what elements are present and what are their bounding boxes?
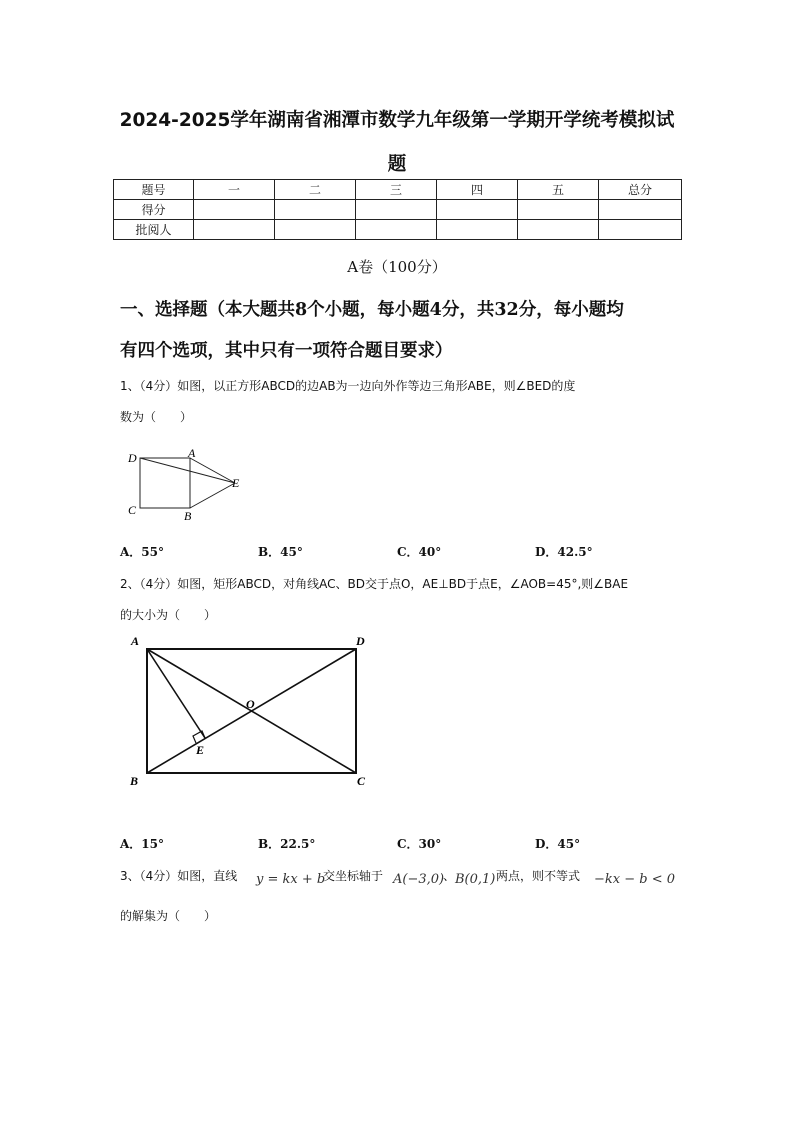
q3-text-mid: 交坐标轴于 [323, 869, 384, 883]
header-cell: 题号 [114, 180, 194, 200]
q1-segment-de [140, 458, 235, 483]
q1-option-d[interactable]: D．42.5° [535, 545, 593, 559]
q1-label-a: A [188, 446, 196, 460]
q1-segment-be [190, 483, 235, 508]
q3-point-b: B(0,1) [455, 872, 496, 887]
q3-inequality: −kx − b < 0 [594, 872, 676, 887]
q2-figure [120, 630, 380, 800]
q2-text-line2: 的大小为（ ） [120, 608, 217, 622]
q2-option-c[interactable]: C．30° [397, 837, 442, 851]
q2-label-b: B [130, 774, 139, 788]
reviewer-cell [356, 220, 437, 240]
q1-square [140, 458, 190, 508]
reviewer-cell [437, 220, 518, 240]
q3-text-line2: 的解集为（ ） [120, 909, 217, 923]
q3-point-a: A(−3,0) [393, 872, 445, 887]
reviewer-cell [275, 220, 356, 240]
page-title-line1: 2024-2025学年湖南省湘潭市数学九年级第一学期开学统考模拟试 [119, 110, 675, 131]
score-cell [275, 200, 356, 220]
q3-text-prefix: 3、（4分）如图，直线 [120, 869, 238, 883]
q1-label-d: D [128, 451, 137, 465]
q1-label-c: C [128, 503, 137, 517]
q1-text-line2: 数为（ ） [120, 410, 193, 424]
section-heading-line2: 有四个选项，其中只有一项符合题目要求） [120, 341, 453, 361]
page-title-line2: 题 [387, 154, 407, 175]
reviewer-cell [194, 220, 275, 240]
header-cell: 三 [356, 180, 437, 200]
q2-label-a: A [131, 634, 140, 648]
row-label: 批阅人 [114, 220, 194, 240]
q2-label-o: O [246, 697, 255, 711]
q3-text-mid2: 两点，则不等式 [496, 869, 581, 883]
paper-section-title: A卷（100分） [347, 258, 447, 276]
reviewer-cell [599, 220, 682, 240]
q2-segment-ae [147, 649, 205, 738]
score-cell [194, 200, 275, 220]
q3-text-sep: 、 [443, 869, 456, 883]
header-cell: 二 [275, 180, 356, 200]
score-cell [356, 200, 437, 220]
q1-option-c[interactable]: C．40° [397, 545, 442, 559]
q1-figure [120, 440, 260, 530]
score-row [114, 200, 682, 220]
q1-label-e: E [232, 476, 240, 490]
q3-equation: y = kx + b [256, 872, 326, 887]
q1-text-line1: 1、（4分）如图，以正方形ABCD的边AB为一边向外作等边三角形ABE，则∠BED的度 [120, 379, 576, 393]
header-cell: 五 [518, 180, 599, 200]
q2-label-d: D [356, 634, 365, 648]
score-table-header-row [114, 180, 682, 200]
reviewer-cell [518, 220, 599, 240]
q1-option-a[interactable]: A．55° [120, 545, 165, 559]
section-heading-line1: 一、选择题（本大题共8个小题，每小题4分，共32分，每小题均 [120, 300, 624, 320]
q2-text-line1: 2、（4分）如图，矩形ABCD，对角线AC、BD交于点O，AE⊥BD于点E，∠AOB=45°,则∠BAE [120, 577, 629, 591]
q2-right-angle-mark [193, 731, 205, 743]
score-cell [518, 200, 599, 220]
q1-option-b[interactable]: B．45° [258, 545, 303, 559]
reviewer-row [114, 220, 682, 240]
q2-option-b[interactable]: B．22.5° [258, 837, 316, 851]
header-cell: 四 [437, 180, 518, 200]
row-label: 得分 [114, 200, 194, 220]
score-cell [437, 200, 518, 220]
q2-label-c: C [357, 774, 366, 788]
q2-option-d[interactable]: D．45° [535, 837, 581, 851]
q1-label-b: B [184, 509, 192, 523]
score-table [113, 179, 682, 240]
q2-option-a[interactable]: A．15° [120, 837, 165, 851]
q2-label-e: E [196, 743, 205, 757]
q1-segment-ae [190, 458, 235, 483]
header-cell: 总分 [599, 180, 682, 200]
score-cell [599, 200, 682, 220]
header-cell: 一 [194, 180, 275, 200]
